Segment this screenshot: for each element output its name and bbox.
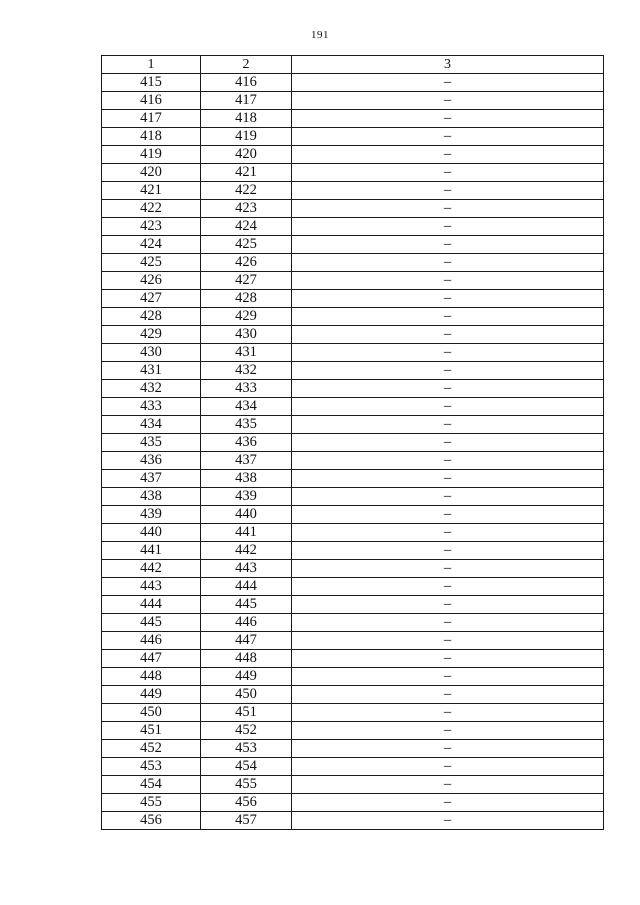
table-row — [102, 362, 604, 380]
table-row — [102, 326, 604, 344]
table-cell-col-1: 442 — [102, 560, 201, 578]
table-row — [102, 128, 604, 146]
table-cell-col-1: 420 — [102, 164, 201, 182]
table-row — [102, 218, 604, 236]
table-cell-col-2: 432 — [201, 362, 292, 380]
table-cell-col-3: – — [292, 650, 604, 668]
table-cell-col-2: 438 — [201, 470, 292, 488]
table-cell-col-2: 448 — [201, 650, 292, 668]
table-cell-col-2: 433 — [201, 380, 292, 398]
table-row — [102, 596, 604, 614]
table-cell-col-3: – — [292, 92, 604, 110]
table-row — [102, 290, 604, 308]
table-cell-col-1: 417 — [102, 110, 201, 128]
page-number: 191 — [311, 29, 329, 41]
table-cell-col-2: 456 — [201, 794, 292, 812]
table-cell-col-3: – — [292, 542, 604, 560]
table-cell-col-2: 426 — [201, 254, 292, 272]
table-cell-col-1: 443 — [102, 578, 201, 596]
table-cell-col-2: 436 — [201, 434, 292, 452]
table-cell-col-1: 419 — [102, 146, 201, 164]
table-row — [102, 344, 604, 362]
table-row — [102, 632, 604, 650]
table-cell-col-1: 448 — [102, 668, 201, 686]
table-cell-col-1: 431 — [102, 362, 201, 380]
table-cell-col-3: – — [292, 290, 604, 308]
table-cell-col-1: 427 — [102, 290, 201, 308]
table-cell-col-1: 452 — [102, 740, 201, 758]
table-cell-col-3: – — [292, 632, 604, 650]
table-row — [102, 200, 604, 218]
table-cell-col-1: 426 — [102, 272, 201, 290]
table-cell-col-3: – — [292, 200, 604, 218]
table-cell-col-1: 425 — [102, 254, 201, 272]
table-row — [102, 488, 604, 506]
table-cell-col-3: – — [292, 344, 604, 362]
table-row — [102, 416, 604, 434]
table-cell-col-3: – — [292, 254, 604, 272]
table-cell-col-1: 445 — [102, 614, 201, 632]
table-cell-col-1: 449 — [102, 686, 201, 704]
table-row — [102, 470, 604, 488]
table-row — [102, 254, 604, 272]
table-cell-col-3: – — [292, 758, 604, 776]
table-cell-col-3: – — [292, 812, 604, 830]
table-cell-col-2: 453 — [201, 740, 292, 758]
table-cell-col-2: 421 — [201, 164, 292, 182]
table-cell-col-2: 439 — [201, 488, 292, 506]
table-cell-col-3: – — [292, 614, 604, 632]
table-cell-col-3: – — [292, 722, 604, 740]
table-cell-col-3: – — [292, 434, 604, 452]
table-cell-col-2: 417 — [201, 92, 292, 110]
table-row — [102, 380, 604, 398]
table-row — [102, 164, 604, 182]
table-row — [102, 308, 604, 326]
table-cell-col-1: 438 — [102, 488, 201, 506]
table-cell-col-3: – — [292, 380, 604, 398]
table-row — [102, 398, 604, 416]
table-row — [102, 776, 604, 794]
table-cell-col-1: 454 — [102, 776, 201, 794]
table-cell-col-2: 427 — [201, 272, 292, 290]
table-cell-col-1: 451 — [102, 722, 201, 740]
table-cell-col-1: 435 — [102, 434, 201, 452]
table-row — [102, 146, 604, 164]
table-cell-col-2: 435 — [201, 416, 292, 434]
table-cell-col-3: – — [292, 74, 604, 92]
table-cell-col-1: 437 — [102, 470, 201, 488]
table-row — [102, 434, 604, 452]
table-cell-col-2: 444 — [201, 578, 292, 596]
table-cell-col-2: 423 — [201, 200, 292, 218]
table-cell-col-2: 449 — [201, 668, 292, 686]
table-cell-col-2: 429 — [201, 308, 292, 326]
table-cell-col-3: – — [292, 470, 604, 488]
table-cell-col-1: 416 — [102, 92, 201, 110]
table-cell-col-2: 437 — [201, 452, 292, 470]
table-cell-col-1: 439 — [102, 506, 201, 524]
table-row — [102, 794, 604, 812]
table-row — [102, 578, 604, 596]
column-header-3: 3 — [292, 56, 604, 74]
table-cell-col-2: 445 — [201, 596, 292, 614]
table-row — [102, 506, 604, 524]
table-cell-col-1: 444 — [102, 596, 201, 614]
table-cell-col-3: – — [292, 272, 604, 290]
table-row — [102, 74, 604, 92]
table-header-row — [102, 56, 604, 74]
table-cell-col-2: 428 — [201, 290, 292, 308]
table-row — [102, 452, 604, 470]
table-cell-col-2: 418 — [201, 110, 292, 128]
table-row — [102, 722, 604, 740]
table-cell-col-3: – — [292, 794, 604, 812]
table-cell-col-1: 415 — [102, 74, 201, 92]
table-cell-col-1: 434 — [102, 416, 201, 434]
table-row — [102, 542, 604, 560]
table-row — [102, 686, 604, 704]
table-cell-col-3: – — [292, 182, 604, 200]
table-cell-col-1: 441 — [102, 542, 201, 560]
table-cell-col-1: 450 — [102, 704, 201, 722]
table-cell-col-3: – — [292, 146, 604, 164]
table-cell-col-3: – — [292, 596, 604, 614]
column-header-1: 1 — [102, 56, 201, 74]
table-cell-col-2: 451 — [201, 704, 292, 722]
table-cell-col-3: – — [292, 110, 604, 128]
table-row — [102, 560, 604, 578]
table-cell-col-2: 454 — [201, 758, 292, 776]
table-row — [102, 182, 604, 200]
table-row — [102, 272, 604, 290]
table-cell-col-1: 422 — [102, 200, 201, 218]
table-cell-col-2: 440 — [201, 506, 292, 524]
table-cell-col-3: – — [292, 488, 604, 506]
table-row — [102, 524, 604, 542]
table-cell-col-3: – — [292, 326, 604, 344]
table-cell-col-2: 416 — [201, 74, 292, 92]
table-cell-col-2: 442 — [201, 542, 292, 560]
table-cell-col-1: 421 — [102, 182, 201, 200]
table-cell-col-3: – — [292, 668, 604, 686]
table-row — [102, 812, 604, 830]
column-header-2: 2 — [201, 56, 292, 74]
data-table — [101, 55, 604, 830]
table-cell-col-2: 446 — [201, 614, 292, 632]
table-row — [102, 704, 604, 722]
table-cell-col-2: 422 — [201, 182, 292, 200]
table-cell-col-1: 447 — [102, 650, 201, 668]
table-cell-col-2: 431 — [201, 344, 292, 362]
table-row — [102, 236, 604, 254]
table-cell-col-2: 447 — [201, 632, 292, 650]
table-row — [102, 614, 604, 632]
table-cell-col-2: 419 — [201, 128, 292, 146]
table-cell-col-3: – — [292, 218, 604, 236]
table-cell-col-1: 423 — [102, 218, 201, 236]
table-cell-col-2: 430 — [201, 326, 292, 344]
table-cell-col-1: 446 — [102, 632, 201, 650]
table-cell-col-3: – — [292, 686, 604, 704]
table-cell-col-3: – — [292, 398, 604, 416]
table-cell-col-2: 425 — [201, 236, 292, 254]
table-cell-col-2: 443 — [201, 560, 292, 578]
table-cell-col-2: 434 — [201, 398, 292, 416]
table-row — [102, 740, 604, 758]
table-row — [102, 110, 604, 128]
table-cell-col-1: 456 — [102, 812, 201, 830]
table-cell-col-1: 428 — [102, 308, 201, 326]
table-cell-col-1: 429 — [102, 326, 201, 344]
table-cell-col-2: 452 — [201, 722, 292, 740]
table-cell-col-2: 450 — [201, 686, 292, 704]
table-cell-col-2: 420 — [201, 146, 292, 164]
table-cell-col-1: 424 — [102, 236, 201, 254]
table-cell-col-3: – — [292, 740, 604, 758]
table-cell-col-3: – — [292, 560, 604, 578]
table-cell-col-3: – — [292, 164, 604, 182]
table-cell-col-1: 436 — [102, 452, 201, 470]
table-cell-col-3: – — [292, 128, 604, 146]
table-cell-col-1: 430 — [102, 344, 201, 362]
table-cell-col-3: – — [292, 236, 604, 254]
table-cell-col-1: 440 — [102, 524, 201, 542]
table-cell-col-3: – — [292, 362, 604, 380]
table-cell-col-3: – — [292, 524, 604, 542]
table-row — [102, 668, 604, 686]
table-row — [102, 650, 604, 668]
table-cell-col-3: – — [292, 704, 604, 722]
table-cell-col-3: – — [292, 308, 604, 326]
table-cell-col-3: – — [292, 776, 604, 794]
table-row — [102, 92, 604, 110]
table-row — [102, 758, 604, 776]
table-cell-col-1: 453 — [102, 758, 201, 776]
table-cell-col-3: – — [292, 416, 604, 434]
table-cell-col-2: 455 — [201, 776, 292, 794]
table-cell-col-2: 441 — [201, 524, 292, 542]
table-cell-col-3: – — [292, 452, 604, 470]
table-cell-col-2: 457 — [201, 812, 292, 830]
table-cell-col-3: – — [292, 506, 604, 524]
table-cell-col-1: 418 — [102, 128, 201, 146]
table-cell-col-3: – — [292, 578, 604, 596]
table-cell-col-1: 432 — [102, 380, 201, 398]
table-cell-col-1: 455 — [102, 794, 201, 812]
table-cell-col-2: 424 — [201, 218, 292, 236]
table-body — [102, 74, 604, 830]
table-cell-col-1: 433 — [102, 398, 201, 416]
